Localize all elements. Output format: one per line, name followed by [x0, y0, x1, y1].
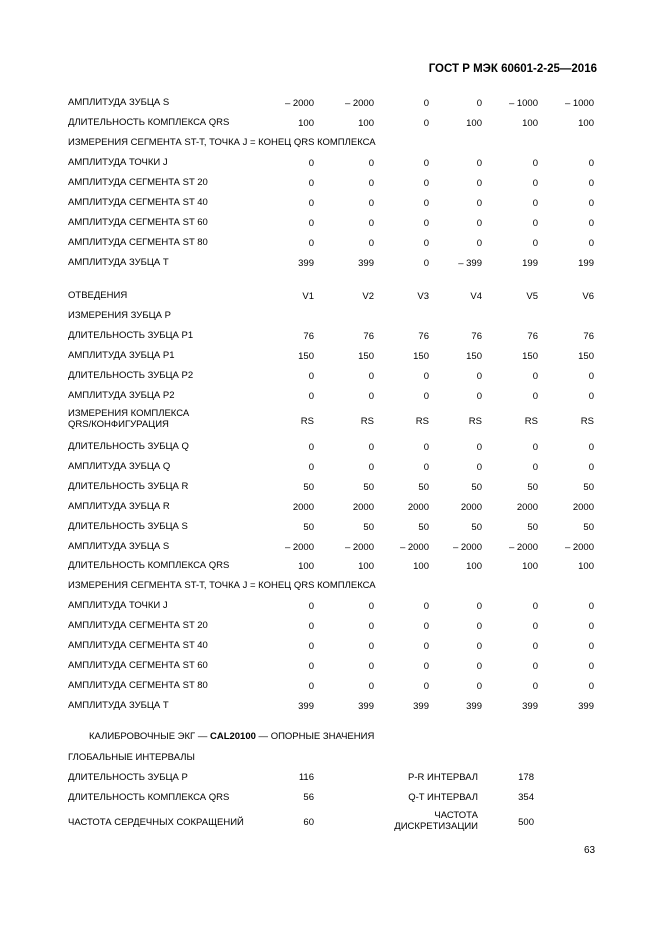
row-value: 2000	[352, 502, 374, 513]
row-value: 100	[413, 561, 429, 572]
table-row	[0, 581, 661, 601]
row-value: 0	[476, 462, 482, 473]
row-value: 0	[423, 178, 429, 189]
row-value: 0	[532, 238, 538, 249]
row-value: 0	[308, 371, 314, 382]
row-value: – 1000	[508, 98, 538, 109]
global-value: 178	[518, 772, 534, 783]
row-label: ДЛИТЕЛЬНОСТЬ КОМПЛЕКСА QRS	[68, 560, 230, 571]
row-value: 399	[466, 701, 482, 712]
global-value: 56	[303, 792, 314, 803]
row-value: V4	[470, 291, 482, 302]
row-value: 0	[588, 238, 594, 249]
row-value: 100	[466, 118, 482, 129]
row-value: 76	[527, 331, 538, 342]
table-row	[0, 198, 661, 218]
row-label: ИЗМЕРЕНИЯ СЕГМЕНТА ST-T, ТОЧКА J = КОНЕЦ QRS КОМПЛЕКСА	[68, 580, 376, 591]
row-value: 0	[532, 641, 538, 652]
row-value: 0	[588, 661, 594, 672]
row-value: 0	[423, 391, 429, 402]
row-value: 399	[522, 701, 538, 712]
row-value: RS	[524, 416, 538, 427]
row-value: 0	[476, 661, 482, 672]
table-row	[0, 178, 661, 198]
row-value: 0	[532, 621, 538, 632]
row-value: 0	[532, 661, 538, 672]
row-label: АМПЛИТУДА СЕГМЕНТА ST 60	[68, 217, 208, 228]
table-row	[0, 158, 661, 178]
row-label: АМПЛИТУДА ЗУБЦА T	[68, 257, 169, 268]
row-label: АМПЛИТУДА ЗУБЦА P1	[68, 350, 175, 361]
row-value: 0	[476, 681, 482, 692]
row-value: 76	[303, 331, 314, 342]
row-value: – 399	[458, 258, 482, 269]
row-value: 0	[476, 158, 482, 169]
row-value: 0	[423, 621, 429, 632]
row-value: 0	[423, 641, 429, 652]
row-value: RS	[580, 416, 594, 427]
table-row	[0, 601, 661, 621]
row-value: RS	[468, 416, 482, 427]
table-row	[0, 621, 661, 641]
row-value: V3	[417, 291, 429, 302]
row-value: 0	[423, 98, 429, 109]
row-value: 2000	[516, 502, 538, 513]
row-value: 0	[423, 681, 429, 692]
row-value: 0	[588, 371, 594, 382]
row-value: 0	[368, 462, 374, 473]
row-value: V1	[302, 291, 314, 302]
row-value: 50	[303, 522, 314, 533]
row-value: 150	[358, 351, 374, 362]
row-value: 0	[423, 371, 429, 382]
global-label: ЧАСТОТА СЕРДЕЧНЫХ СОКРАЩЕНИЙ	[68, 817, 244, 828]
row-value: 50	[363, 522, 374, 533]
row-value: V2	[362, 291, 374, 302]
table-row	[0, 462, 661, 482]
row-value: V6	[582, 291, 594, 302]
row-value: 0	[476, 178, 482, 189]
global-label: Q-T ИНТЕРВАЛ	[408, 792, 478, 803]
row-value: 0	[532, 462, 538, 473]
row-value: 0	[368, 238, 374, 249]
global-label: ДЛИТЕЛЬНОСТЬ ЗУБЦА P	[68, 772, 188, 783]
row-label: ДЛИТЕЛЬНОСТЬ КОМПЛЕКСА QRS	[68, 117, 230, 128]
row-value: 0	[532, 391, 538, 402]
row-value: 150	[413, 351, 429, 362]
row-value: 0	[423, 118, 429, 129]
row-value: 0	[476, 371, 482, 382]
row-value: 399	[413, 701, 429, 712]
row-value: – 2000	[508, 542, 538, 553]
row-value: 399	[358, 258, 374, 269]
row-label: АМПЛИТУДА СЕГМЕНТА ST 40	[68, 197, 208, 208]
table-row	[0, 542, 661, 562]
row-value: 0	[308, 238, 314, 249]
row-label: ИЗМЕРЕНИЯ КОМПЛЕКСА QRS/КОНФИГУРАЦИЯ	[68, 408, 190, 430]
global-value: 500	[518, 817, 534, 828]
global-label: P-R ИНТЕРВАЛ	[408, 772, 478, 783]
row-value: 0	[588, 462, 594, 473]
row-value: 199	[578, 258, 594, 269]
row-value: 399	[358, 701, 374, 712]
row-value: 0	[308, 621, 314, 632]
row-value: 0	[476, 641, 482, 652]
row-value: 0	[368, 661, 374, 672]
row-value: 0	[368, 391, 374, 402]
row-value: 0	[588, 198, 594, 209]
row-label: АМПЛИТУДА ЗУБЦА Q	[68, 461, 171, 472]
row-value: 0	[308, 601, 314, 612]
row-value: 0	[368, 198, 374, 209]
row-value: 50	[527, 522, 538, 533]
row-value: 0	[308, 661, 314, 672]
row-value: 2000	[460, 502, 482, 513]
row-value: 0	[476, 442, 482, 453]
row-value: 50	[418, 522, 429, 533]
table-row	[0, 681, 661, 701]
row-value: 100	[522, 561, 538, 572]
row-value: 0	[423, 158, 429, 169]
row-value: 150	[466, 351, 482, 362]
row-value: 100	[578, 118, 594, 129]
table-row	[0, 701, 661, 721]
row-value: 0	[588, 641, 594, 652]
row-value: 50	[583, 482, 594, 493]
row-value: 399	[578, 701, 594, 712]
row-value: 76	[418, 331, 429, 342]
row-value: – 2000	[344, 98, 374, 109]
row-value: 0	[532, 442, 538, 453]
row-value: 0	[368, 621, 374, 632]
row-label: ДЛИТЕЛЬНОСТЬ ЗУБЦА P2	[68, 370, 194, 381]
row-value: 2000	[292, 502, 314, 513]
row-value: 0	[368, 641, 374, 652]
row-value: 0	[368, 442, 374, 453]
row-value: 0	[532, 198, 538, 209]
row-value: 0	[368, 601, 374, 612]
global-intervals-heading: ГЛОБАЛЬНЫЕ ИНТЕРВАЛЫ	[68, 752, 195, 763]
row-label: АМПЛИТУДА СЕГМЕНТА ST 20	[68, 620, 208, 631]
row-label: АМПЛИТУДА ЗУБЦА S	[68, 541, 170, 552]
row-value: 50	[363, 482, 374, 493]
row-value: RS	[300, 416, 314, 427]
row-value: 0	[588, 621, 594, 632]
row-value: 0	[476, 621, 482, 632]
table-row	[0, 331, 661, 351]
row-value: 0	[308, 218, 314, 229]
table-row	[0, 408, 661, 436]
row-label: ИЗМЕРЕНИЯ ЗУБЦА P	[68, 310, 171, 321]
row-value: 50	[583, 522, 594, 533]
row-value: 0	[308, 641, 314, 652]
row-value: – 1000	[564, 98, 594, 109]
row-label: АМПЛИТУДА СЕГМЕНТА ST 80	[68, 237, 208, 248]
table-row	[0, 98, 661, 118]
table-row	[0, 522, 661, 542]
row-value: 2000	[572, 502, 594, 513]
calibration-title: КАЛИБРОВОЧНЫЕ ЭКГ — CAL20100 — ОПОРНЫЕ ЗНАЧЕНИЯ	[89, 731, 375, 742]
row-label: ИЗМЕРЕНИЯ СЕГМЕНТА ST-T, ТОЧКА J = КОНЕЦ QRS КОМПЛЕКСА	[68, 137, 376, 148]
row-value: 100	[298, 118, 314, 129]
row-value: 76	[471, 331, 482, 342]
row-value: 100	[466, 561, 482, 572]
row-value: 0	[588, 681, 594, 692]
row-label: АМПЛИТУДА ЗУБЦА S	[68, 97, 170, 108]
row-value: 0	[476, 198, 482, 209]
row-value: – 2000	[452, 542, 482, 553]
table-row	[0, 258, 661, 278]
table-row	[0, 118, 661, 138]
row-value: 0	[308, 681, 314, 692]
row-value: 0	[532, 178, 538, 189]
row-label: АМПЛИТУДА СЕГМЕНТА ST 20	[68, 177, 208, 188]
row-value: 0	[588, 158, 594, 169]
row-value: 0	[588, 391, 594, 402]
row-value: 0	[532, 371, 538, 382]
global-label: ЧАСТОТА ДИСКРЕТИЗАЦИИ	[394, 810, 478, 833]
table-row	[0, 661, 661, 681]
row-value: 0	[423, 218, 429, 229]
table-row	[0, 442, 661, 462]
row-value: 0	[423, 238, 429, 249]
row-value: 0	[423, 198, 429, 209]
row-value: 100	[522, 118, 538, 129]
row-value: – 2000	[284, 542, 314, 553]
row-value: 0	[423, 442, 429, 453]
row-value: 150	[298, 351, 314, 362]
row-value: 150	[578, 351, 594, 362]
table-row	[0, 502, 661, 522]
table-row	[0, 138, 661, 158]
row-label: АМПЛИТУДА ТОЧКИ J	[68, 600, 168, 611]
row-value: 2000	[407, 502, 429, 513]
row-value: 0	[368, 218, 374, 229]
row-value: RS	[360, 416, 374, 427]
global-value: 116	[298, 772, 314, 783]
table-row	[0, 351, 661, 371]
row-label: ОТВЕДЕНИЯ	[68, 290, 128, 301]
document-header: ГОСТ Р МЭК 60601-2-25—2016	[428, 63, 597, 75]
row-value: 50	[418, 482, 429, 493]
global-label: ДЛИТЕЛЬНОСТЬ КОМПЛЕКСА QRS	[68, 792, 230, 803]
row-value: 100	[358, 561, 374, 572]
row-label: АМПЛИТУДА ЗУБЦА P2	[68, 390, 175, 401]
row-value: 0	[308, 178, 314, 189]
row-value: 0	[476, 218, 482, 229]
row-value: 0	[532, 158, 538, 169]
row-value: 100	[578, 561, 594, 572]
row-label: АМПЛИТУДА ЗУБЦА R	[68, 501, 170, 512]
row-value: 0	[588, 178, 594, 189]
row-label: АМПЛИТУДА ТОЧКИ J	[68, 157, 168, 168]
row-value: 50	[303, 482, 314, 493]
table-row	[0, 561, 661, 581]
table-row	[0, 311, 661, 331]
row-value: 0	[476, 98, 482, 109]
table-row	[0, 371, 661, 391]
row-value: 0	[308, 198, 314, 209]
row-value: 0	[423, 258, 429, 269]
table-row	[0, 291, 661, 311]
row-value: 76	[363, 331, 374, 342]
row-value: 0	[532, 218, 538, 229]
table-row	[0, 641, 661, 661]
row-label: ДЛИТЕЛЬНОСТЬ ЗУБЦА P1	[68, 330, 194, 341]
row-value: 0	[532, 681, 538, 692]
row-value: – 2000	[284, 98, 314, 109]
row-value: 0	[423, 462, 429, 473]
table-row	[0, 218, 661, 238]
row-value: 0	[476, 601, 482, 612]
row-value: 0	[588, 218, 594, 229]
row-value: 199	[522, 258, 538, 269]
global-value: 354	[518, 792, 534, 803]
row-value: 50	[527, 482, 538, 493]
row-value: – 2000	[399, 542, 429, 553]
row-value: 76	[583, 331, 594, 342]
row-value: 0	[368, 371, 374, 382]
row-value: RS	[415, 416, 429, 427]
row-value: 100	[358, 118, 374, 129]
row-value: 50	[471, 482, 482, 493]
row-value: 0	[368, 178, 374, 189]
row-value: 0	[476, 391, 482, 402]
row-value: 0	[308, 442, 314, 453]
row-label: АМПЛИТУДА СЕГМЕНТА ST 40	[68, 640, 208, 651]
row-value: – 2000	[564, 542, 594, 553]
row-label: ДЛИТЕЛЬНОСТЬ ЗУБЦА S	[68, 521, 188, 532]
row-value: – 2000	[344, 542, 374, 553]
row-value: 0	[423, 601, 429, 612]
table-row	[0, 238, 661, 258]
table-row	[0, 482, 661, 502]
global-value: 60	[303, 817, 314, 828]
row-label: АМПЛИТУДА СЕГМЕНТА ST 60	[68, 660, 208, 671]
row-value: 399	[298, 258, 314, 269]
row-value: 0	[368, 681, 374, 692]
row-value: 0	[308, 462, 314, 473]
row-value: 0	[588, 442, 594, 453]
page-number: 63	[584, 845, 596, 856]
row-value: 0	[476, 238, 482, 249]
row-value: 0	[308, 158, 314, 169]
row-value: 100	[298, 561, 314, 572]
row-label: АМПЛИТУДА СЕГМЕНТА ST 80	[68, 680, 208, 691]
row-value: 50	[471, 522, 482, 533]
row-label: ДЛИТЕЛЬНОСТЬ ЗУБЦА Q	[68, 441, 189, 452]
row-value: 0	[308, 391, 314, 402]
row-value: 0	[588, 601, 594, 612]
row-value: 150	[522, 351, 538, 362]
row-label: ДЛИТЕЛЬНОСТЬ ЗУБЦА R	[68, 481, 189, 492]
row-value: V5	[526, 291, 538, 302]
row-value: 0	[368, 158, 374, 169]
row-value: 399	[298, 701, 314, 712]
row-value: 0	[423, 661, 429, 672]
row-label: АМПЛИТУДА ЗУБЦА T	[68, 700, 169, 711]
row-value: 0	[532, 601, 538, 612]
